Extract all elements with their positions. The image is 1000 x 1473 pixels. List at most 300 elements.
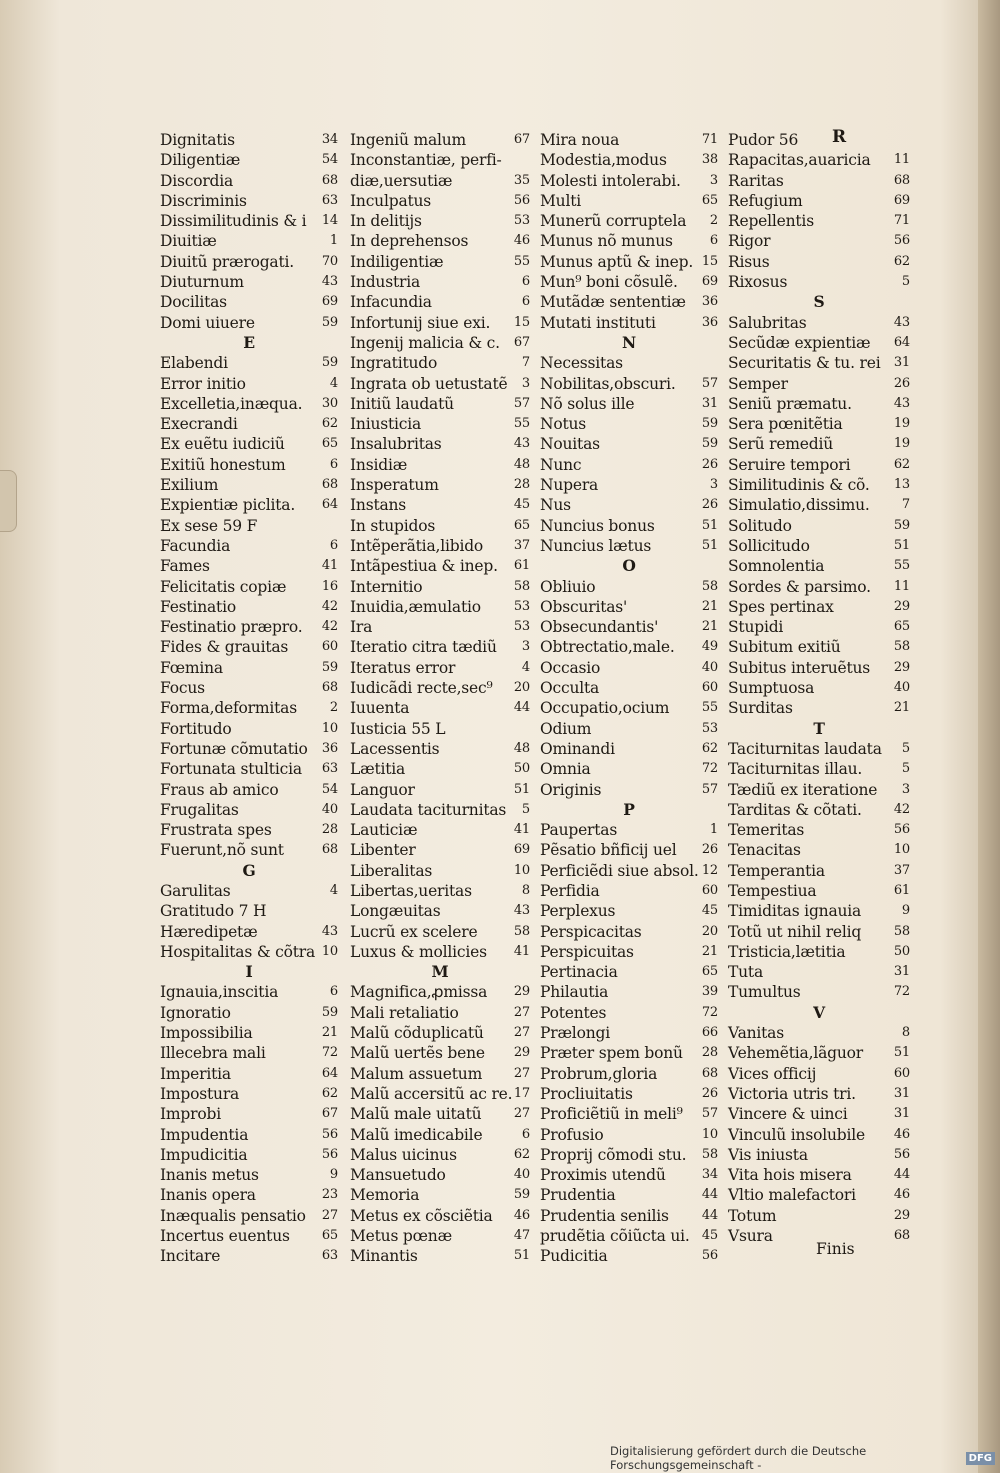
index-entry [160,597,338,617]
entry-term: Obscuritas' [540,597,628,616]
entry-term: Memoria [350,1186,420,1205]
entry-page-number: 43 [321,274,338,290]
entry-term: Originis [540,780,602,799]
entry-page-number: 62 [701,740,718,756]
index-entry [540,1246,718,1266]
entry-page-number: 58 [893,923,910,939]
entry-term: Felicitatis copiæ [160,577,287,596]
entry-term: Præter spem bonũ [540,1044,683,1063]
index-entry [540,1206,718,1226]
index-entry [728,678,910,698]
entry-page-number: 4 [521,659,530,675]
entry-page-number: 57 [513,395,530,411]
index-entry [540,272,718,292]
index-entry [350,1185,530,1205]
entry-page-number: 55 [513,253,530,269]
entry-page-number: 10 [893,842,910,858]
entry-term: Potentes [540,1003,607,1022]
index-entry [160,1165,338,1185]
entry-page-number: 58 [513,923,530,939]
entry-page-number: 42 [321,598,338,614]
entry-term: Ignoratio [160,1003,231,1022]
entry-page-number: 21 [701,598,718,614]
entry-page-number: 60 [321,639,338,655]
entry-page-number: 64 [893,334,910,350]
entry-term: N [622,332,636,352]
section-letter [160,333,338,353]
index-entry [350,1064,530,1084]
entry-page-number: 62 [321,1085,338,1101]
entry-term: Taciturnitas illau. [728,760,863,779]
index-entry [350,1206,530,1226]
entry-term: Elabendi [160,354,228,373]
index-entry [350,780,530,800]
entry-term: Obliuio [540,577,596,596]
index-column-4 [728,130,910,1246]
index-entry [540,434,718,454]
section-letter [728,292,910,312]
entry-term: Repellentis [728,212,814,231]
index-entry [350,597,530,617]
entry-term: Impostura [160,1084,240,1103]
entry-page-number: 59 [321,659,338,675]
index-entry [350,353,530,373]
entry-page-number: 59 [321,1004,338,1020]
entry-term: Fortunata stulticia [160,760,302,779]
index-entry [160,617,338,637]
index-entry [540,1125,718,1145]
entry-term: Raritas [728,171,784,190]
entry-page-number: 6 [521,1126,530,1142]
index-entry [350,901,530,921]
entry-page-number: 46 [513,1207,530,1223]
entry-page-number: 67 [321,1106,338,1122]
entry-term: Obsecundantis' [540,618,659,637]
entry-term: Odium [540,719,592,738]
entry-page-number: 6 [329,456,338,472]
entry-page-number: 28 [321,822,338,838]
index-entry [160,231,338,251]
entry-page-number: 21 [893,700,910,716]
entry-page-number: 60 [701,680,718,696]
index-entry [160,1084,338,1104]
entry-term: Facundia [160,536,231,555]
index-entry [728,759,910,779]
entry-term: Perfidia [540,881,600,900]
entry-page-number: 60 [701,882,718,898]
index-entry [160,637,338,657]
entry-page-number: 29 [893,598,910,614]
index-entry [728,1064,910,1084]
index-entry [350,556,530,576]
entry-term: Fœmina [160,658,223,677]
entry-page-number: 67 [513,334,530,350]
index-entry [160,150,338,170]
index-entry [728,1165,910,1185]
index-entry [728,455,910,475]
index-entry [160,475,338,495]
entry-term: Mali retaliatio [350,1003,459,1022]
entry-term: Ingeniũ malum [350,131,467,149]
entry-page-number: 59 [321,314,338,330]
entry-term: Prudentia senilis [540,1206,669,1225]
entry-page-number: 26 [701,1085,718,1101]
entry-term: Error initio [160,374,246,393]
index-entry [350,313,530,333]
entry-page-number: 51 [513,1248,530,1264]
index-entry [540,780,718,800]
entry-term: Rigor [728,232,771,251]
index-entry [160,1125,338,1145]
entry-term: Insidiæ [350,455,408,474]
entry-term: Fortitudo [160,719,232,738]
entry-term: Illecebra mali [160,1044,266,1063]
index-entry [540,942,718,962]
entry-page-number: 68 [321,477,338,493]
index-entry [160,353,338,373]
entry-term: Iteratus error [350,658,456,677]
entry-term: Hæredipetæ [160,922,258,941]
entry-term: Munus aptũ & inep. [540,252,694,271]
index-entry [350,820,530,840]
entry-term: Malũ male uitatũ [350,1105,482,1124]
entry-page-number: 43 [321,923,338,939]
section-letter-r: R [832,127,847,147]
index-entry [728,211,910,231]
index-entry [350,1226,530,1246]
entry-page-number: 21 [701,619,718,635]
entry-page-number: 43 [513,436,530,452]
entry-term: Docilitas [160,293,227,312]
entry-page-number: 49 [701,639,718,655]
entry-term: Iuuenta [350,699,410,718]
entry-page-number: 40 [513,1167,530,1183]
entry-term: Taciturnitas laudata [728,739,882,758]
index-entry [540,171,718,191]
entry-term: Vis iniusta [728,1145,808,1164]
entry-page-number: 11 [893,578,910,594]
entry-page-number: 6 [329,537,338,553]
entry-page-number: 61 [513,558,530,574]
index-entry [728,962,910,982]
entry-term: Improbi [160,1105,221,1124]
entry-term: Tuta [728,963,763,982]
entry-page-number: 31 [893,1085,910,1101]
entry-page-number: 53 [701,720,718,736]
entry-term: Impossibilia [160,1024,253,1043]
entry-page-number: 65 [893,619,910,635]
index-entry [160,272,338,292]
entry-page-number: 42 [893,801,910,817]
index-entry [350,211,530,231]
page-edge [978,0,1000,1473]
entry-page-number: 62 [513,1146,530,1162]
index-entry [160,1003,338,1023]
entry-page-number: 72 [701,1004,718,1020]
entry-term: Pertinacia [540,963,618,982]
entry-term: Vsura [728,1227,773,1246]
index-entry [728,820,910,840]
entry-term: Totum [728,1206,777,1225]
entry-page-number: 72 [893,984,910,1000]
entry-term: Inconstantiæ, perfi- [350,151,502,170]
index-entry [728,434,910,454]
entry-page-number: 36 [321,740,338,756]
section-letter [728,1003,910,1023]
index-entry [160,414,338,434]
index-entry [540,1226,718,1246]
index-entry [160,455,338,475]
entry-page-number: 37 [893,862,910,878]
entry-term: Ex sese 59 F [160,516,258,535]
index-entry [350,191,530,211]
entry-term: Hospitalitas & cõtra [160,942,316,961]
entry-page-number: 56 [893,233,910,249]
index-entry [540,231,718,251]
entry-page-number: 27 [513,1025,530,1041]
entry-term: Rixosus [728,273,788,292]
index-entry [540,191,718,211]
entry-term: Stupidi [728,618,784,637]
entry-page-number: 46 [513,233,530,249]
entry-page-number: 13 [893,477,910,493]
index-entry [350,1043,530,1063]
entry-term: Sordes & parsimo. [728,577,871,596]
entry-term: Temeritas [728,821,805,840]
entry-term: Securitatis & tu. rei [728,354,881,373]
index-entry [160,901,338,921]
index-entry [160,1206,338,1226]
index-entry [160,982,338,1002]
entry-term: Nuncius lætus [540,536,652,555]
page-clasp [0,470,17,532]
index-entry [540,881,718,901]
section-letter [160,962,338,982]
entry-term: Pudicitia [540,1247,608,1266]
index-entry [350,292,530,312]
entry-term: Fames [160,557,210,576]
entry-page-number: 65 [321,436,338,452]
index-entry [728,780,910,800]
entry-page-number: 27 [321,1207,338,1223]
entry-term: Tumultus [728,983,801,1002]
entry-page-number: 65 [513,517,530,533]
index-entry [160,780,338,800]
index-entry [728,374,910,394]
index-entry [350,698,530,718]
entry-page-number: 51 [701,517,718,533]
index-entry [540,678,718,698]
entry-term: Mutati instituti [540,313,656,332]
entry-term: Exilium [160,476,219,495]
entry-term: Ingrata ob uetustatẽ [350,374,508,393]
entry-term: Semper [728,374,788,393]
index-entry [728,536,910,556]
entry-page-number: 56 [701,1248,718,1264]
entry-page-number: 43 [513,903,530,919]
index-entry [540,597,718,617]
index-entry [728,1185,910,1205]
index-entry [728,577,910,597]
entry-term: Ingratitudo [350,354,438,373]
index-entry [350,414,530,434]
entry-term: Focus [160,679,205,698]
entry-term: Laudata taciturnitas [350,800,507,819]
entry-page-number: 63 [321,192,338,208]
entry-term: Vices officij [728,1064,817,1083]
index-entry [540,577,718,597]
entry-term: Lauticiæ [350,821,418,840]
entry-page-number: 3 [709,172,718,188]
index-entry [160,698,338,718]
entry-term: S [813,292,825,312]
entry-term: Probrum,gloria [540,1064,658,1083]
entry-term: Fortunæ cõmutatio [160,739,308,758]
index-entry [728,617,910,637]
entry-term: Fides & grauitas [160,638,289,657]
entry-term: E [243,332,255,352]
entry-page-number: 71 [701,132,718,147]
entry-term: Instans [350,496,407,515]
entry-page-number: 67 [513,132,530,147]
entry-term: Inanis metus [160,1166,259,1185]
entry-page-number: 59 [701,436,718,452]
index-entry [728,556,910,576]
index-entry [160,211,338,231]
entry-page-number: 66 [701,1025,718,1041]
entry-term: T [813,718,825,738]
index-entry [728,800,910,820]
entry-page-number: 56 [513,192,530,208]
index-entry [540,962,718,982]
entry-term: Malum assuetum [350,1064,483,1083]
entry-page-number: 2 [709,213,718,229]
entry-page-number: 28 [701,1045,718,1061]
index-entry [350,171,530,191]
index-entry [160,739,338,759]
entry-page-number: 65 [701,192,718,208]
index-entry [350,231,530,251]
entry-page-number: 4 [329,375,338,391]
entry-term: Industria [350,273,421,292]
entry-page-number: 5 [901,274,910,290]
entry-term: diæ,uersutiæ [350,171,453,190]
index-entry [160,516,338,536]
index-column-3 [540,130,718,1267]
entry-page-number: 58 [701,1146,718,1162]
section-letter [160,861,338,881]
entry-page-number: 62 [321,416,338,432]
entry-term: Prælongi [540,1024,610,1043]
entry-page-number: 10 [321,943,338,959]
entry-term: Domi uiuere [160,313,255,332]
entry-page-number: 29 [893,1207,910,1223]
index-entry [160,881,338,901]
entry-term: M [431,962,449,982]
entry-term: Languor [350,780,415,799]
index-entry [728,1104,910,1124]
entry-page-number: 70 [321,253,338,269]
entry-term: Libertas,ueritas [350,881,472,900]
entry-page-number: 69 [701,274,718,290]
entry-term: Insperatum [350,476,439,495]
entry-term: Malũ cõduplicatũ [350,1024,484,1043]
index-entry [540,1165,718,1185]
entry-term: Victoria utris tri. [728,1084,856,1103]
entry-page-number: 53 [513,619,530,635]
entry-page-number: 8 [521,882,530,898]
index-entry [350,840,530,860]
index-entry [728,353,910,373]
entry-page-number: 9 [901,903,910,919]
entry-page-number: 8 [901,1025,910,1041]
entry-page-number: 5 [901,761,910,777]
index-entry [540,739,718,759]
index-entry [728,313,910,333]
index-entry [540,130,718,150]
section-letter [540,556,718,576]
entry-term: Mun⁹ boni cõsulẽ. [540,273,678,292]
entry-page-number: 5 [521,801,530,817]
entry-page-number: 10 [701,1126,718,1142]
index-entry [160,252,338,272]
index-entry [540,1185,718,1205]
footer-credit [610,1444,995,1472]
entry-term: Occupatio,ocium [540,699,670,718]
index-entry [728,840,910,860]
index-entry [350,455,530,475]
entry-term: Festinatio præpro. [160,618,303,637]
index-entry [540,313,718,333]
index-entry [350,617,530,637]
entry-term: In deprehensos [350,232,469,251]
index-entry [350,1023,530,1043]
entry-term: Tempestiua [728,881,817,900]
section-letter [540,333,718,353]
index-entry [540,414,718,434]
entry-page-number: 38 [701,152,718,168]
section-letter [540,800,718,820]
entry-page-number: 56 [893,1146,910,1162]
entry-term: Proficiẽtiũ in meli⁹ [540,1105,683,1124]
entry-page-number: 29 [513,1045,530,1061]
entry-term: Imperitia [160,1064,231,1083]
index-entry [350,475,530,495]
entry-term: Inculpatus [350,191,432,210]
index-entry [728,1206,910,1226]
entry-page-number: 27 [513,1106,530,1122]
entry-term: Impudicitia [160,1145,248,1164]
entry-term: Malus uicinus [350,1145,457,1164]
entry-term: Malũ imedicabile [350,1125,483,1144]
entry-page-number: 36 [701,314,718,330]
index-entry [350,800,530,820]
entry-page-number: 50 [893,943,910,959]
entry-term: Vltio malefactori [728,1186,856,1205]
entry-page-number: 19 [893,416,910,432]
index-entry [728,739,910,759]
entry-page-number: 20 [513,680,530,696]
entry-term: Tristicia,lætitia [728,942,846,961]
index-entry [728,475,910,495]
entry-term: Modestia,modus [540,151,667,170]
entry-page-number: 47 [513,1228,530,1244]
entry-term: Perplexus [540,902,616,921]
entry-term: Rapacitas,auaricia [728,151,871,170]
entry-page-number: 10 [321,720,338,736]
entry-page-number: 5 [901,740,910,756]
index-entry [728,922,910,942]
